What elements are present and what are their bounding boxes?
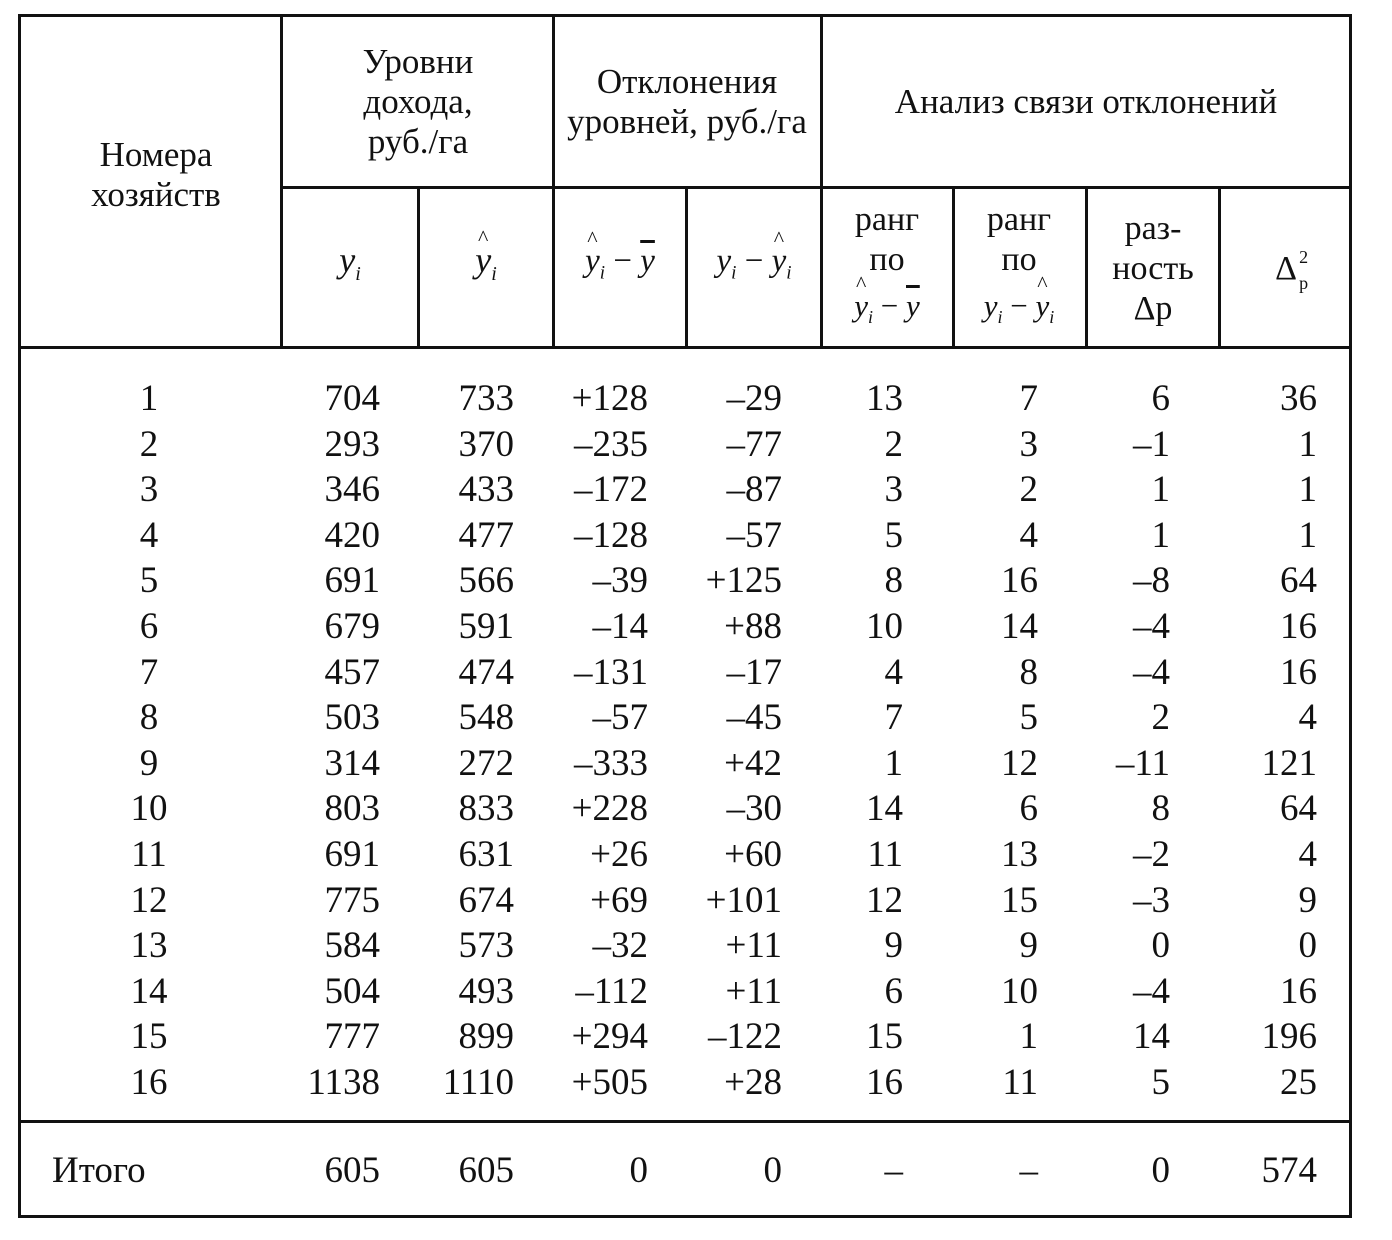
table-cell: +26 [590, 834, 648, 875]
farm-number-cell: 14 [130, 970, 168, 1012]
table-cell: 6 [1151, 378, 1170, 419]
farm-number-cell: 15 [130, 1016, 168, 1058]
table-cell: 196 [1261, 1016, 1317, 1058]
table-cell: 504 [324, 970, 380, 1012]
table-cell: 0 [1298, 925, 1317, 967]
table-cell: 9 [884, 925, 903, 967]
table-cell: –1 [1133, 423, 1170, 465]
table-cell: 0 [1151, 1150, 1170, 1191]
table-cell: 1 [1298, 514, 1317, 556]
table-cell: 16 [1280, 970, 1317, 1012]
table-cell: 573 [458, 925, 514, 967]
table-cell: 5 [1151, 1062, 1170, 1103]
farm-number-cell: 11 [131, 834, 167, 875]
farm-number-cell: 7 [139, 651, 159, 693]
table-cell: 8 [1151, 788, 1170, 830]
table-cell: +505 [571, 1062, 648, 1103]
table-cell: 12 [866, 879, 903, 921]
table-cell: 5 [884, 514, 903, 556]
table-cell: 5 [1019, 697, 1038, 739]
table-cell: 674 [458, 879, 514, 921]
table-cell: 1 [1019, 1016, 1038, 1058]
header-delta-sq: Δ 2 p [1275, 247, 1309, 293]
table-cell: 13 [866, 378, 903, 419]
table-cell: –235 [574, 423, 648, 465]
table-cell: 1 [1151, 514, 1170, 556]
table-cell: 8 [1019, 651, 1038, 693]
table-cell: 12 [1001, 742, 1038, 784]
grid-line [952, 187, 955, 349]
table-row [18, 1060, 1352, 1105]
farm-number-cell: 3 [139, 469, 159, 511]
table-row [18, 376, 1352, 421]
farm-number-cell: 13 [130, 925, 168, 967]
table-row [18, 422, 1352, 467]
grid-line [820, 14, 823, 349]
table-cell: 1 [1151, 469, 1170, 511]
total-label: Итого [52, 1150, 146, 1191]
table-row [18, 969, 1352, 1014]
table-cell: 691 [324, 560, 380, 602]
farm-number-cell: 5 [139, 560, 159, 602]
table-cell: 803 [324, 788, 380, 830]
farm-number-cell: 16 [130, 1062, 168, 1103]
table-cell: 0 [1151, 925, 1170, 967]
table-row [18, 513, 1352, 558]
table-cell: 272 [458, 742, 514, 784]
table-cell: 9 [1298, 879, 1317, 921]
table-cell: 4 [1298, 697, 1317, 739]
table-cell: 346 [324, 469, 380, 511]
farm-number-cell: 1 [139, 378, 159, 419]
table-cell: 14 [1001, 606, 1038, 647]
grid-line [18, 346, 1352, 349]
table-row [18, 695, 1352, 740]
table-cell: 11 [1002, 1062, 1038, 1103]
table-cell: –11 [1115, 742, 1170, 784]
table-cell: –333 [574, 742, 648, 784]
table-cell: 605 [458, 1150, 514, 1191]
table-cell: 777 [324, 1016, 380, 1058]
table-cell: 605 [324, 1150, 380, 1191]
table-cell: 691 [324, 834, 380, 875]
table-cell: –30 [726, 788, 782, 830]
header-y-i: $y_i$ [339, 239, 361, 286]
table-row [18, 741, 1352, 786]
table-cell: 13 [1001, 834, 1038, 875]
table-cell: 11 [867, 834, 903, 875]
table-cell: –29 [726, 378, 782, 419]
table-cell: 0 [763, 1150, 782, 1191]
header-analysis: Анализ связи отклонений [894, 82, 1278, 121]
farm-number-cell: 10 [130, 788, 168, 830]
table-cell: 7 [1019, 378, 1038, 419]
table-cell: –128 [574, 514, 648, 556]
table-cell: +11 [725, 970, 782, 1012]
farm-number-cell: 6 [139, 606, 159, 647]
table-cell: 679 [324, 606, 380, 647]
header-farm-no: Номера хозяйств [91, 135, 221, 214]
farm-number-cell: 4 [139, 514, 159, 556]
total-row [18, 1148, 1352, 1193]
table-cell: – [1019, 1150, 1038, 1191]
farm-number-cell: 2 [139, 423, 159, 465]
header-deviations: Отклонения уровней, руб./га [567, 62, 807, 141]
table-cell: 420 [324, 514, 380, 556]
table-cell: 1 [1298, 423, 1317, 465]
table-cell: –112 [575, 970, 648, 1012]
table-cell: –4 [1133, 970, 1170, 1012]
table-cell: +88 [724, 606, 782, 647]
table-cell: 14 [1133, 1016, 1170, 1058]
table-cell: +125 [705, 560, 782, 602]
table-cell: 6 [884, 970, 903, 1012]
table-cell: 64 [1280, 788, 1317, 830]
table-cell: 121 [1261, 742, 1317, 784]
table-cell: +101 [705, 879, 782, 921]
table-cell: –122 [708, 1016, 782, 1058]
table-cell: 2 [1151, 697, 1170, 739]
table-cell: 4 [1019, 514, 1038, 556]
table-cell: 477 [458, 514, 514, 556]
table-cell: –17 [726, 651, 782, 693]
table-cell: 15 [1001, 879, 1038, 921]
table-cell: 474 [458, 651, 514, 693]
table-cell: 1 [884, 742, 903, 784]
table-cell: 433 [458, 469, 514, 511]
table-cell: 15 [866, 1016, 903, 1058]
table-cell: 1 [1298, 469, 1317, 511]
table-cell: 64 [1280, 560, 1317, 602]
header-y-hat-i: ^ $y_i$ [422, 190, 550, 344]
table-cell: 631 [458, 834, 514, 875]
table-cell: 10 [1001, 970, 1038, 1012]
table-cell: 16 [1001, 560, 1038, 602]
grid-line [18, 1120, 1352, 1123]
table-cell: –57 [592, 697, 648, 739]
table-cell: 16 [1280, 606, 1317, 647]
table-cell: 457 [324, 651, 380, 693]
table-cell: – [884, 1150, 903, 1191]
table-cell: –77 [726, 423, 782, 465]
table-cell: 14 [866, 788, 903, 830]
table-cell: –57 [726, 514, 782, 556]
grid-line [552, 14, 555, 349]
table-cell: –45 [726, 697, 782, 739]
farm-number-cell: 8 [139, 697, 159, 739]
table-cell: 548 [458, 697, 514, 739]
table-cell: +28 [724, 1062, 782, 1103]
grid-line [685, 187, 688, 349]
grid-line [1218, 187, 1221, 349]
table-row [18, 467, 1352, 512]
grid-line [280, 186, 1352, 189]
table-cell: 2 [1019, 469, 1038, 511]
table-cell: +60 [724, 834, 782, 875]
table-row [18, 1014, 1352, 1059]
table-cell: –4 [1133, 606, 1170, 647]
table-row [18, 786, 1352, 831]
table-cell: 503 [324, 697, 380, 739]
table-cell: –172 [574, 469, 648, 511]
table-cell: 493 [458, 970, 514, 1012]
table-cell: 704 [324, 378, 380, 419]
table-cell: –2 [1133, 834, 1170, 875]
table-cell: –131 [574, 651, 648, 693]
table-cell: 833 [458, 788, 514, 830]
table-cell: –39 [592, 560, 648, 602]
table-cell: –8 [1133, 560, 1170, 602]
table-cell: +294 [571, 1016, 648, 1058]
table-cell: 591 [458, 606, 514, 647]
table-cell: 1138 [307, 1062, 380, 1103]
table-cell: –4 [1133, 651, 1170, 693]
table-cell: 733 [458, 378, 514, 419]
table-cell: –3 [1133, 879, 1170, 921]
table-cell: 293 [324, 423, 380, 465]
table-cell: –32 [592, 925, 648, 967]
table-cell: 0 [629, 1150, 648, 1191]
table-cell: +42 [724, 742, 782, 784]
table-cell: 574 [1261, 1150, 1317, 1191]
table-cell: 3 [884, 469, 903, 511]
table-cell: 584 [324, 925, 380, 967]
table-cell: 9 [1019, 925, 1038, 967]
header-rank-2: ранг по $y_i$ − ^ $y_i$ [956, 194, 1082, 344]
table-cell: –87 [726, 469, 782, 511]
table-cell: +128 [571, 378, 648, 419]
table-cell: +228 [571, 788, 648, 830]
header-rank-diff: раз- ность Δp [1112, 210, 1194, 327]
table-cell: 4 [884, 651, 903, 693]
table-cell: 8 [884, 560, 903, 602]
table-cell: 3 [1019, 423, 1038, 465]
table-cell: 16 [1280, 651, 1317, 693]
header-income-levels: Уровни дохода, руб./га [362, 42, 474, 161]
table-cell: 899 [458, 1016, 514, 1058]
table-row [18, 878, 1352, 923]
header-yhat-minus-ybar: ^ $y_i - \overline{y}$ [556, 190, 684, 344]
header-rank-1: ранг по ^ $y_i - \overline{y}$ [824, 194, 950, 344]
table-cell: +69 [590, 879, 648, 921]
table-cell: 16 [866, 1062, 903, 1103]
table-cell: 566 [458, 560, 514, 602]
table-cell: 7 [884, 697, 903, 739]
table-cell: 25 [1280, 1062, 1317, 1103]
grid-line [1085, 187, 1088, 349]
table-cell: +11 [725, 925, 782, 967]
table-row [18, 558, 1352, 603]
table-cell: 4 [1298, 834, 1317, 875]
table-row [18, 604, 1352, 649]
table-cell: 1110 [442, 1062, 514, 1103]
table-cell: 370 [458, 423, 514, 465]
table-row [18, 832, 1352, 877]
header-y-minus-yhat: $y_i$ − ^ $y_i$ [690, 190, 818, 344]
farm-number-cell: 12 [130, 879, 168, 921]
table-row [18, 923, 1352, 968]
table-cell: 6 [1019, 788, 1038, 830]
table-cell: 2 [884, 423, 903, 465]
farm-number-cell: 9 [139, 742, 159, 784]
grid-line [417, 187, 420, 349]
table-cell: –14 [592, 606, 648, 647]
table-cell: 314 [324, 742, 380, 784]
table-row [18, 650, 1352, 695]
table-cell: 10 [866, 606, 903, 647]
table-cell: 36 [1280, 378, 1317, 419]
table-cell: 775 [324, 879, 380, 921]
